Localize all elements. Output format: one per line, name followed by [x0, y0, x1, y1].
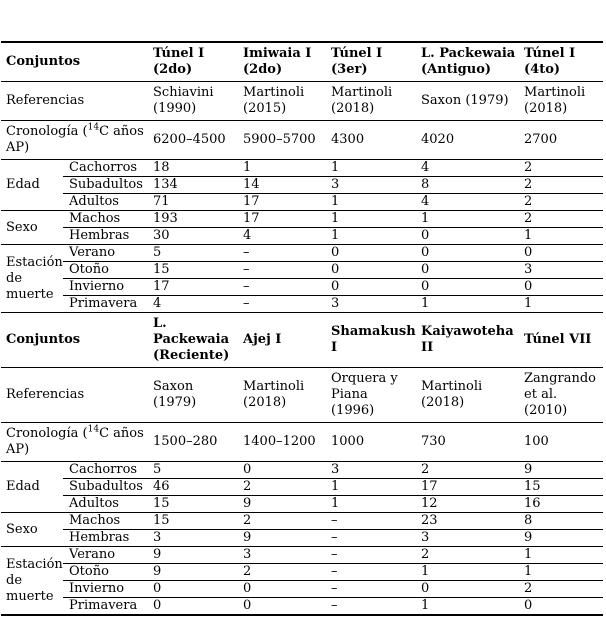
value-cell: 134: [149, 177, 239, 194]
value-cell: 0: [239, 462, 327, 479]
value-cell: 0: [417, 228, 520, 245]
value-cell: 46: [149, 479, 239, 496]
row-label: Machos: [63, 513, 149, 530]
column-header: Ajej I: [239, 313, 327, 368]
row-label: Hembras: [63, 228, 149, 245]
value-cell: 0: [149, 598, 239, 616]
table-row: [1, 547, 603, 564]
value-cell: 0: [239, 581, 327, 598]
reference-cell: Zangrando et al. (2010): [520, 368, 603, 423]
table-row: [1, 496, 603, 513]
row-label: Primavera: [63, 598, 149, 616]
table-row: [1, 581, 603, 598]
value-cell: 1: [417, 211, 520, 228]
table-row: [1, 279, 603, 296]
value-cell: 9: [239, 530, 327, 547]
value-cell: 17: [239, 194, 327, 211]
value-cell: 1: [327, 211, 417, 228]
group-label: Estación de muerte: [1, 547, 63, 616]
column-header: Túnel I (4to): [524, 46, 576, 77]
value-cell: 16: [520, 496, 603, 513]
value-cell: –: [239, 245, 327, 262]
value-cell: 2: [520, 177, 603, 194]
value-cell: 15: [149, 262, 239, 279]
row-label: Subadultos: [63, 177, 149, 194]
value-cell: 1: [520, 228, 603, 245]
value-cell: 4: [417, 194, 520, 211]
cronologia-cell: 2700: [520, 121, 603, 160]
value-cell: 2: [239, 564, 327, 581]
value-cell: 1: [239, 160, 327, 177]
cronologia-row: [1, 423, 603, 462]
value-cell: 1: [327, 228, 417, 245]
value-cell: 8: [417, 177, 520, 194]
table-row: [1, 296, 603, 313]
table-row: [1, 194, 603, 211]
value-cell: 1: [327, 194, 417, 211]
reference-cell: Martinoli (2018): [327, 82, 417, 121]
cronologia-cell: 1500–280: [149, 423, 239, 462]
referencias-row: [1, 368, 603, 423]
column-header: L. Packewaia (Antiguo): [421, 46, 516, 77]
row-label: Otoño: [63, 262, 149, 279]
cronologia-label-prefix: Cronología (: [6, 426, 88, 441]
value-cell: 0: [417, 279, 520, 296]
value-cell: 0: [520, 245, 603, 262]
reference-cell: Martinoli (2018): [239, 368, 327, 423]
value-cell: 14: [239, 177, 327, 194]
value-cell: 0: [149, 581, 239, 598]
value-cell: 8: [520, 513, 603, 530]
value-cell: 1: [327, 479, 417, 496]
value-cell: 2: [520, 194, 603, 211]
column-header: Kaiyawoteha II: [417, 313, 520, 368]
value-cell: 2: [520, 160, 603, 177]
row-label: Otoño: [63, 564, 149, 581]
value-cell: –: [327, 564, 417, 581]
referencias-label: Referencias: [1, 82, 149, 121]
value-cell: 1: [417, 296, 520, 313]
value-cell: 3: [239, 547, 327, 564]
carbon14-superscript: 14: [87, 424, 100, 435]
value-cell: 2: [520, 211, 603, 228]
reference-cell: Martinoli (2018): [417, 368, 520, 423]
value-cell: 0: [417, 245, 520, 262]
value-cell: 0: [327, 279, 417, 296]
section-header-row: [1, 313, 603, 368]
value-cell: –: [327, 581, 417, 598]
row-label: Adultos: [63, 194, 149, 211]
value-cell: 1: [327, 496, 417, 513]
table-row: [1, 177, 603, 194]
value-cell: 9: [520, 530, 603, 547]
referencias-row: [1, 82, 603, 121]
value-cell: 15: [149, 496, 239, 513]
value-cell: 2: [520, 581, 603, 598]
table-row: [1, 479, 603, 496]
value-cell: 9: [149, 564, 239, 581]
cronologia-label: [1, 423, 149, 462]
value-cell: 4: [417, 160, 520, 177]
value-cell: –: [239, 262, 327, 279]
cronologia-cell: 1400–1200: [239, 423, 327, 462]
reference-cell: Schiavini (1990): [149, 82, 239, 121]
value-cell: 15: [520, 479, 603, 496]
value-cell: 2: [417, 547, 520, 564]
cronologia-cell: 100: [520, 423, 603, 462]
value-cell: 2: [417, 462, 520, 479]
group-label: Sexo: [1, 513, 63, 547]
value-cell: 1: [327, 160, 417, 177]
value-cell: 1: [417, 598, 520, 616]
row-label: Cachorros: [63, 160, 149, 177]
value-cell: 0: [327, 262, 417, 279]
value-cell: 23: [417, 513, 520, 530]
row-label: Invierno: [63, 581, 149, 598]
referencias-label: Referencias: [1, 368, 149, 423]
column-header: Imiwaia I (2do): [243, 46, 312, 77]
value-cell: –: [327, 598, 417, 616]
value-cell: –: [327, 530, 417, 547]
table-row: [1, 530, 603, 547]
table-row: [1, 262, 603, 279]
value-cell: 193: [149, 211, 239, 228]
conjuntos-label: Conjuntos: [1, 313, 149, 368]
reference-cell: Martinoli (2018): [520, 82, 603, 121]
value-cell: 0: [417, 262, 520, 279]
cronologia-cell: 4300: [327, 121, 417, 160]
value-cell: 0: [327, 245, 417, 262]
cronologia-row: [1, 121, 603, 160]
row-label: Verano: [63, 245, 149, 262]
value-cell: 12: [417, 496, 520, 513]
value-cell: 2: [239, 479, 327, 496]
conjuntos-label: Conjuntos: [6, 54, 81, 69]
row-label: Cachorros: [63, 462, 149, 479]
table-row: [1, 245, 603, 262]
value-cell: 1: [520, 296, 603, 313]
table-row: [1, 160, 603, 177]
row-label: Verano: [63, 547, 149, 564]
cronologia-cell: 730: [417, 423, 520, 462]
value-cell: 3: [327, 296, 417, 313]
group-label: Edad: [1, 462, 63, 513]
value-cell: 3: [149, 530, 239, 547]
cronologia-cell: 5900–5700: [239, 121, 327, 160]
value-cell: 3: [417, 530, 520, 547]
row-label: Primavera: [63, 296, 149, 313]
group-label: Sexo: [1, 211, 63, 245]
section-header-row: [1, 42, 603, 82]
value-cell: 0: [520, 279, 603, 296]
value-cell: –: [239, 279, 327, 296]
value-cell: 3: [327, 462, 417, 479]
conjuntos-table: [1, 41, 603, 616]
value-cell: 0: [417, 581, 520, 598]
cronologia-label: [1, 121, 149, 160]
value-cell: 1: [520, 547, 603, 564]
carbon14-superscript: 14: [87, 122, 100, 133]
row-label: Invierno: [63, 279, 149, 296]
value-cell: 17: [149, 279, 239, 296]
value-cell: 1: [520, 564, 603, 581]
value-cell: 9: [520, 462, 603, 479]
table-row: [1, 564, 603, 581]
column-header: Túnel VII: [520, 313, 603, 368]
table-row: [1, 228, 603, 245]
value-cell: 3: [327, 177, 417, 194]
value-cell: 4: [239, 228, 327, 245]
cronologia-label-suffix: C años AP): [6, 426, 144, 457]
value-cell: 3: [520, 262, 603, 279]
row-label: Machos: [63, 211, 149, 228]
column-header: Túnel I (2do): [153, 46, 205, 77]
table-row: [1, 462, 603, 479]
value-cell: 71: [149, 194, 239, 211]
reference-cell: Saxon (1979): [149, 368, 239, 423]
value-cell: 18: [149, 160, 239, 177]
value-cell: 5: [149, 462, 239, 479]
cronologia-cell: 4020: [417, 121, 520, 160]
reference-cell: Orquera y Piana (1996): [327, 368, 417, 423]
value-cell: –: [327, 547, 417, 564]
value-cell: 2: [239, 513, 327, 530]
reference-cell: Martinoli (2015): [239, 82, 327, 121]
value-cell: 15: [149, 513, 239, 530]
cronologia-label-prefix: Cronología (: [6, 124, 88, 139]
column-header: Shamakush I: [327, 313, 417, 368]
value-cell: 4: [149, 296, 239, 313]
column-header: Túnel I (3er): [331, 46, 383, 77]
group-label: Edad: [1, 160, 63, 211]
row-label: Subadultos: [63, 479, 149, 496]
value-cell: 17: [417, 479, 520, 496]
value-cell: 30: [149, 228, 239, 245]
cronologia-cell: 6200–4500: [149, 121, 239, 160]
cronologia-label-suffix: C años AP): [6, 124, 144, 155]
value-cell: 5: [149, 245, 239, 262]
table-row: [1, 513, 603, 530]
cronologia-cell: 1000: [327, 423, 417, 462]
value-cell: 0: [520, 598, 603, 616]
value-cell: 0: [239, 598, 327, 616]
value-cell: 17: [239, 211, 327, 228]
value-cell: 1: [417, 564, 520, 581]
value-cell: 9: [239, 496, 327, 513]
group-label: Estación de muerte: [1, 245, 63, 313]
value-cell: 9: [149, 547, 239, 564]
row-label: Adultos: [63, 496, 149, 513]
table-row: [1, 211, 603, 228]
row-label: Hembras: [63, 530, 149, 547]
column-header: L. Packewaia (Reciente): [149, 313, 239, 368]
reference-cell: Saxon (1979): [417, 82, 520, 121]
value-cell: –: [239, 296, 327, 313]
table-row: [1, 598, 603, 616]
table-body: [1, 42, 603, 615]
value-cell: –: [327, 513, 417, 530]
